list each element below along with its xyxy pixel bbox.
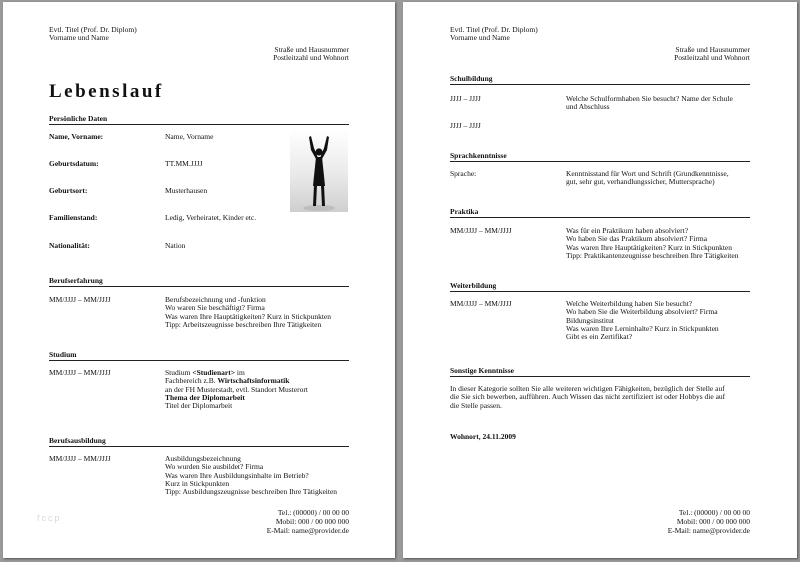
sender-name: Vorname und Name [450, 33, 510, 42]
other-skills-line: die Stelle passen. [450, 400, 502, 410]
experience-line: Was waren Ihre Hauptätigkeiten? Kurz in Stickpunkten [165, 311, 332, 321]
sender-name: Vorname und Name [49, 33, 109, 42]
place-date: Wohnort, 24.11.2009 [450, 432, 516, 441]
training-line: Tipp: Ausbildungszeugnisse beschreiben Ihre Tätigkeiten [165, 487, 338, 497]
study-text: Studium [165, 368, 193, 377]
value-birthplace: Musterhausen [165, 186, 208, 195]
study-type: <Studienart> [192, 368, 236, 377]
cv-page-right [403, 2, 797, 558]
cv-page-left [3, 2, 395, 558]
language-line: gut, sehr gut, verhandlungssicher, Muttersprache) [566, 177, 715, 187]
section-rule [49, 360, 349, 361]
watermark: fccp [37, 513, 62, 523]
internship-date: MM/JJJJ – MM/JJJJ [450, 226, 512, 235]
internship-line: Was für ein Praktikum haben absolviert? [566, 226, 689, 235]
person-silhouette-icon [290, 130, 348, 212]
label-birthdate: Geburtsdatum: [49, 159, 99, 168]
address-street: Straße und Hausnummer [274, 45, 349, 54]
study-text: Fachbereich z.B. [165, 376, 218, 386]
study-text: im [235, 368, 245, 377]
other-skills-line: die Sie sich bewerben, aufführen. Auch Wissen das nicht zertifiziert ist oder Hobbys die auf [450, 392, 726, 402]
study-details [165, 369, 308, 410]
address-city: Postleitzahl und Wohnort [273, 53, 349, 62]
other-skills-line: In dieser Kategorie sollten Sie alle weiteren wichtigen Fähigkeiten, bezüglich der Stelle auf [450, 384, 725, 393]
section-heading-internships: Praktika [450, 207, 479, 216]
label-birthplace: Geburtsort: [49, 186, 88, 195]
value-nationality: Nation [165, 241, 186, 250]
training-line: Was waren Ihre Ausbildungsinhalte im Betrieb? [165, 470, 309, 480]
section-rule [49, 124, 349, 125]
section-heading-study: Studium [49, 350, 77, 359]
study-date: MM/JJJJ – MM/JJJJ [49, 368, 111, 377]
section-rule [450, 161, 750, 162]
section-rule [49, 446, 349, 447]
internship-line: Tipp: Praktikantenzeugnisse beschreiben Ihre Tätigkeiten [566, 250, 739, 260]
language-label: Sprache: [450, 169, 477, 178]
address-street: Straße und Hausnummer [675, 45, 750, 54]
school-date: JJJJ – JJJJ [450, 121, 481, 130]
label-marital-status: Familienstand: [49, 213, 98, 222]
further-line: Wo haben Sie die Weiterbildung absolviert? Firma [566, 307, 718, 317]
contact-mobile: Mobil: 000 / 00 000 000 [275, 517, 349, 526]
further-line: Welche Weiterbildung haben Sie besucht? [566, 299, 693, 308]
internship-line: Was waren Ihre Hauptätigkeiten? Kurz in Stickpunkten [566, 242, 733, 252]
section-rule [450, 84, 750, 85]
contact-email: E-Mail: name@provider.de [667, 526, 750, 535]
experience-details [165, 296, 331, 329]
value-marital-status: Ledig, Verheiratet, Kinder etc. [165, 213, 257, 222]
section-rule [450, 376, 750, 377]
internship-details [566, 227, 738, 260]
study-thesis-label: Thema der Diplomarbeit [165, 392, 245, 402]
section-heading-languages: Sprachkenntnisse [450, 151, 507, 160]
further-line: Bildungsinstitut [566, 315, 614, 325]
section-heading-further-education: Weiterbildung [450, 281, 497, 290]
study-subject: Wirtschaftsinformatik [217, 376, 290, 386]
experience-line: Tipp: Arbeitszeugnisse beschreiben Ihre Tätigkeiten [165, 319, 322, 329]
cv-title: Lebenslauf [49, 81, 164, 102]
value-birthdate: TT.MM.JJJJ [165, 159, 203, 168]
sender-title: Evtl. Titel (Prof. Dr. Diplom) [49, 25, 137, 34]
experience-line: Wo waren Sie beschäftigt? Firma [165, 303, 265, 313]
section-heading-experience: Berufserfahrung [49, 276, 103, 285]
internship-line: Wo haben Sie das Praktikum absolviert? Firma [566, 234, 708, 244]
training-date: MM/JJJJ – MM/JJJJ [49, 454, 111, 463]
training-line: Kurz in Stickpunkten [165, 478, 230, 488]
school-details [566, 95, 733, 112]
experience-date: MM/JJJJ – MM/JJJJ [49, 295, 111, 304]
value-name: Name, Vorname [165, 132, 214, 141]
section-rule [450, 217, 750, 218]
section-rule [450, 291, 750, 292]
applicant-photo [290, 130, 348, 212]
label-name: Name, Vorname: [49, 132, 104, 141]
contact-tel: Tel.: (00000) / 00 00 00 [678, 508, 750, 517]
contact-tel: Tel.: (00000) / 00 00 00 [277, 508, 349, 517]
contact-email: E-Mail: name@provider.de [266, 526, 349, 535]
school-line: und Abschluss [566, 102, 610, 112]
language-details [566, 170, 729, 187]
study-line-university: an der FH Musterstadt, evtl. Standort Musterort [165, 384, 308, 394]
contact-mobile: Mobil: 000 / 00 000 000 [676, 517, 750, 526]
section-heading-personal: Persönliche Daten [49, 114, 108, 123]
experience-line: Berufsbezeichnung und -funktion [165, 295, 266, 304]
training-line: Wo wurden Sie ausbildet? Firma [165, 462, 264, 472]
other-skills-text [450, 385, 725, 410]
school-date: JJJJ – JJJJ [450, 94, 481, 103]
further-date: MM/JJJJ – MM/JJJJ [450, 299, 512, 308]
section-rule [49, 286, 349, 287]
further-details [566, 300, 719, 341]
training-line: Ausbildungsbezeichnung [165, 454, 241, 463]
school-line: Welche Schulformhaben Sie besucht? Name der Schule [566, 94, 733, 103]
label-nationality: Nationalität: [49, 241, 90, 250]
address-city: Postleitzahl und Wohnort [674, 53, 750, 62]
section-heading-other-skills: Sonstige Kenntnisse [450, 366, 514, 375]
section-heading-school: Schulbildung [450, 74, 493, 83]
language-line: Kenntnisstand für Wort und Schrift (Grundkenntnisse, [566, 169, 729, 178]
section-heading-training: Berufsausbildung [49, 436, 106, 445]
further-line: Was waren Ihre Lerninhalte? Kurz in Stickpunkten [566, 323, 719, 333]
training-details [165, 455, 337, 496]
sender-title: Evtl. Titel (Prof. Dr. Diplom) [450, 25, 538, 34]
study-thesis-title: Titel der Diplomarbeit [165, 401, 233, 411]
further-line: Gibt es ein Zertifikat? [566, 332, 633, 342]
